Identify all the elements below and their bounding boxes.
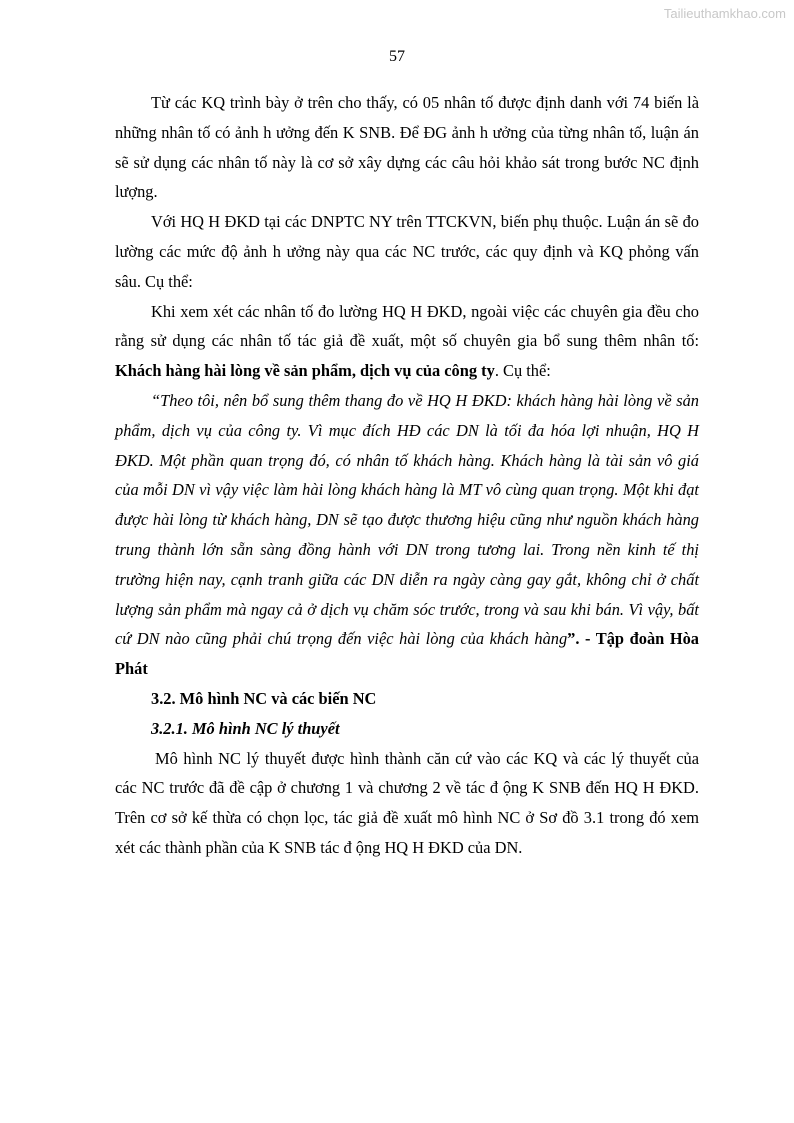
page-number: 57: [389, 48, 405, 65]
expert-quote: [115, 386, 699, 684]
paragraph-dependent-variable: Với HQ H ĐKD tại các DNPTC NY trên TTCKVN, biến phụ thuộc. Luận án sẽ đo lường các mức độ ảnh h ưởng này qua các NC trước, các quy định và KQ phỏng vấn sâu. Cụ thể:: [115, 212, 699, 291]
paragraph-factors-summary: Từ các KQ trình bày ở trên cho thấy, có 05 nhân tố được định danh với 74 biến là những nhân tố có ảnh h ưởng đến K SNB. Để ĐG ảnh h ưởng của từng nhân tố, luận án sẽ sử dụng các nhân tố này là cơ sở xây dựng các câu hỏi khảo sát trong bước NC định lượng.: [115, 93, 699, 202]
paragraph-theoretical-model: Mô hình NC lý thuyết được hình thành căn cứ vào các KQ và các lý thuyết của các NC trước đã đề cập ở chương 1 và chương 2 về tác đ ộng K SNB đến HQ H ĐKD. Trên cơ sở kế thừa có chọn lọc, tác giả đề xuất mô hình NC ở Sơ đồ 3.1 trong đó xem xét các thành phần của K SNB tác đ ộng HQ H ĐKD của DN.: [115, 748, 699, 857]
section-heading-3-2: 3.2. Mô hình NC và các biến NC: [151, 688, 377, 708]
expert-opinion-lead: Khi xem xét các nhân tố đo lường HQ H ĐKD, ngoài việc các chuyên gia đều cho rằng sử dụng các nhân tố tác giả đề xuất, một số chuyên gia bổ sung thêm nhân tố:: [115, 301, 699, 351]
paragraph-expert-opinion: [115, 297, 699, 386]
document-body: [115, 88, 699, 863]
watermark: Tailieuthamkhao.com: [663, 6, 786, 21]
expert-added-factor: Khách hàng hài lòng về sản phẩm, dịch vụ của công ty: [115, 361, 495, 381]
quote-source: ”. - Tập đoàn Hòa Phát: [115, 629, 699, 679]
expert-opinion-tail: . Cụ thể:: [494, 361, 551, 381]
quote-text: “Theo tôi, nên bổ sung thêm thang đo về HQ H ĐKD: khách hàng hài lòng về sản phẩm, dịch vụ của công ty. Vì mục đích HĐ các DN là tối đa hóa lợi nhuận, HQ H ĐKD. Một phần quan trọng đó, có nhân tố khách hàng. Khách hàng là tài sản vô giá của mỗi DN vì vậy việc làm hài lòng khách hàng là MT vô cùng quan trọng. Một khi đạt được hài lòng từ khách hàng, DN sẽ tạo được thương hiệu cũng như nguồn khách hàng trung thành lớn sẵn sàng đồng hành với DN trong tương lai. Trong nền kinh tế thị trường hiện nay, cạnh tranh giữa các DN diễn ra ngày càng gay gắt, không chỉ ở chất lượng sản phẩm mà ngay cả ở dịch vụ chăm sóc trước, trong và sau khi bán. Vì vậy, bất cứ DN nào cũng phải chú trọng đến việc hài lòng của khách hàng: [115, 390, 699, 649]
section-heading-3-2-1: 3.2.1. Mô hình NC lý thuyết: [151, 718, 340, 738]
